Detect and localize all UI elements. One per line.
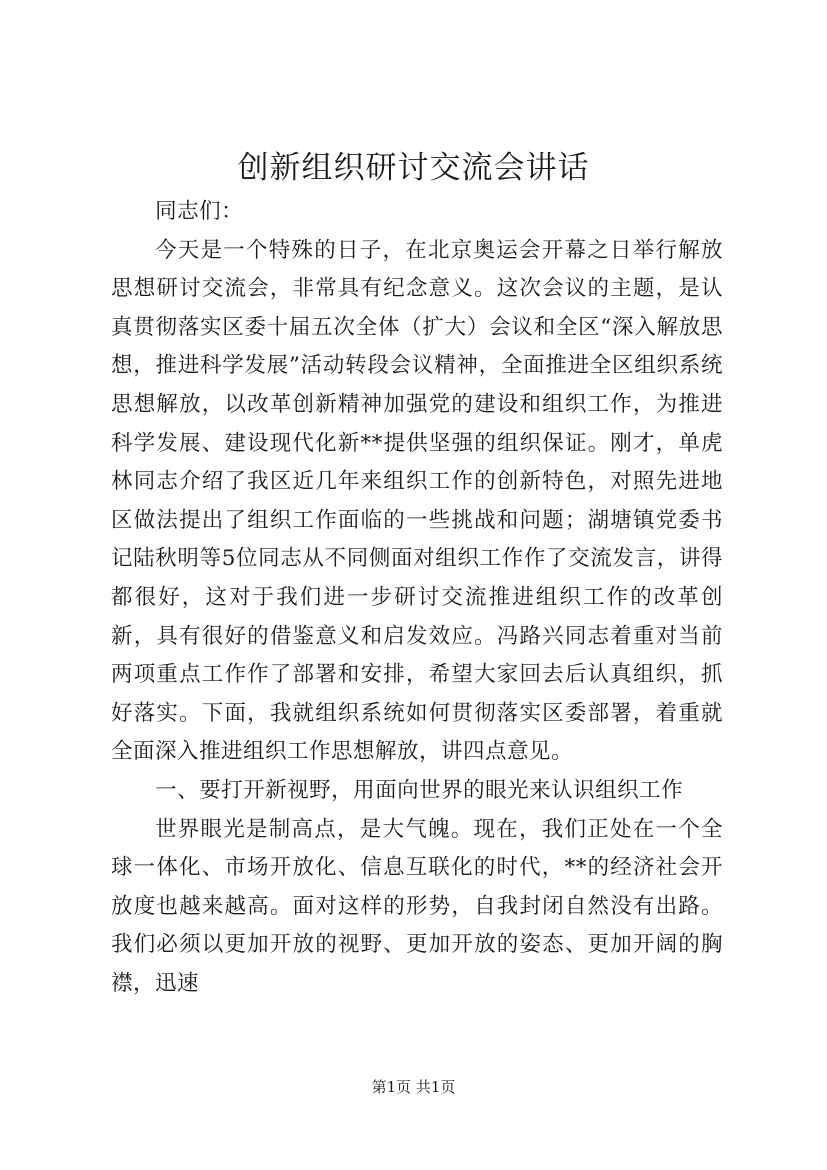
paragraph-world-vision: 世界眼光是制高点，是大气魄。现在，我们正处在一个全球一体化、市场开放化、信息互联化的时代，**的经济社会开放度也越来越高。面对这样的形势，自我封闭自然没有出路。我们必须以更加开放的视野、更加开放的姿态、更加开阔的胸襟，迅速 <box>111 816 723 996</box>
section-heading-1: 一、要打开新视野，用面向世界的眼光来认识组织工作 <box>155 777 684 803</box>
document-title: 创新组织研讨交流会讲话 <box>237 150 590 186</box>
greeting: 同志们： <box>155 199 244 224</box>
document-body <box>111 193 723 1003</box>
page-footer: 第1页 共1页 <box>371 1078 456 1096</box>
paragraph-opening: 今天是一个特殊的日子，在北京奥运会开幕之日举行解放思想研讨交流会，非常具有纪念意义。这次会议的主题，是认真贯彻落实区委十届五次全体（扩大）会议和全区“深入解放思想，推进科学发展”活动转段会议精神，全面推进全区组织系统思想解放，以改革创新精神加强党的建设和组织工作，为推进科学发展、建设现代化新**提供坚强的组织保证。刚才，单虎林同志介绍了我区近几年来组织工作的创新特色，对照先进地区做法提出了组织工作面临的一些挑战和问题；湖塘镇党委书记陆秋明等5位同志从不同侧面对组织工作作了交流发言，讲得都很好，这对于我们进一步研讨交流推进组织工作的改革创新，具有很好的借鉴意义和启发效应。冯路兴同志着重对当前两项重点工作作了部署和安排，希望大家回去后认真组织，抓好落实。下面，我就组织系统如何贯彻落实区委部署，着重就全面深入推进组织工作思想解放，讲四点意见。 <box>111 237 723 765</box>
